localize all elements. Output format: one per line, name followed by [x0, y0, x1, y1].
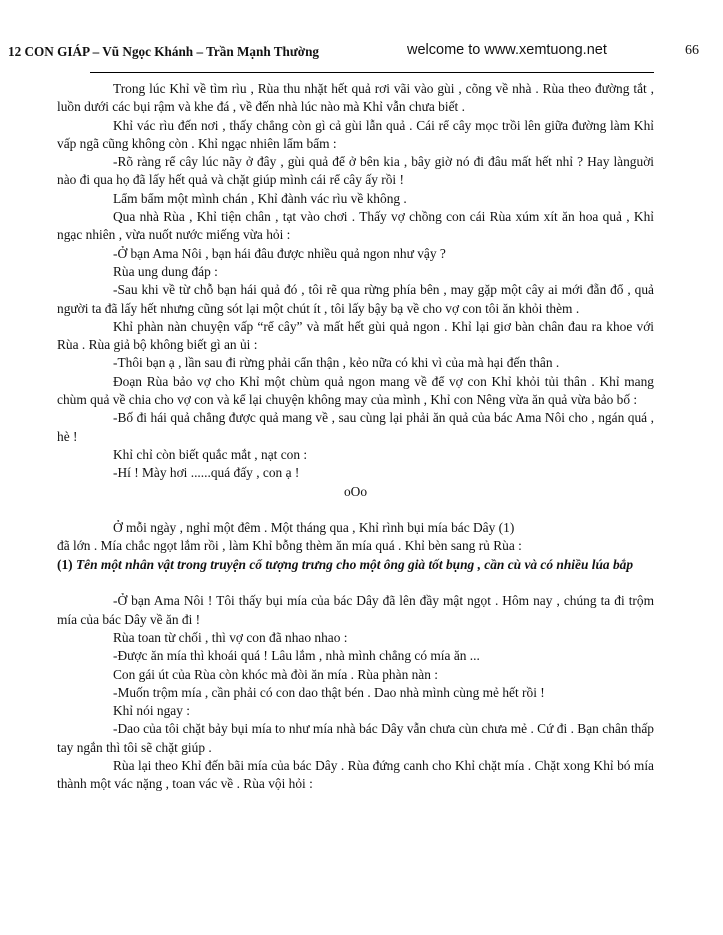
paragraph: -Dao của tôi chặt bảy bụi mía to như mía nhà bác Dây vẫn chưa cùn chưa mẻ . Cứ đi . Bạn chân thấp tay ngắn thì tôi sẽ chặt giúp . [57, 721, 654, 755]
paragraph: Rùa toan từ chối , thì vợ con đã nhao nhao : [113, 629, 348, 645]
paragraph-continuation: đã lớn . Mía chắc ngọt lắm rồi , làm Khỉ bỗng thèm ăn mía quá . Khỉ bèn sang rủ Rùa : [57, 538, 522, 554]
paragraph: -Ở bạn Ama Nôi ! Tôi thấy bụi mía của bác Dây đã lên đầy mật ngọt . Hôm nay , chúng ta đi trộm mía của bác Dây về ăn đi ! [57, 593, 654, 627]
paragraph: -Bố đi hái quả chẳng được quả mang về , sau cùng lại phải ăn quả của bác Ama Nôi cho , ngán quá , hè ! [57, 410, 654, 444]
paragraph: Ở mỗi ngày , nghỉ một đêm . Một tháng qua , Khỉ rình bụi mía bác Dây (1) [113, 520, 515, 536]
paragraph: Rùa ung dung đáp : [113, 263, 218, 279]
paragraph: Lẩm bẩm một mình chán , Khỉ đành vác rìu về không . [113, 190, 407, 206]
paragraph: -Được ăn mía thì khoái quá ! Lâu lắm , nhà mình chẳng có mía ăn ... [113, 648, 480, 664]
paragraph: Trong lúc Khỉ về tìm rìu , Rùa thu nhặt hết quả rơi vãi vào gùi , cõng về nhà . Rùa theo đường tắt , luồn dưới các bụi rậm và khe đá , về đến nhà lúc nào mà Khỉ vẫn chưa biết . [57, 81, 654, 115]
paragraph: Qua nhà Rùa , Khỉ tiện chân , tạt vào chơi . Thấy vợ chồng con cái Rùa xúm xít ăn hoa quả , Khỉ ngạc nhiên , vừa nuốt nước miếng vừa hỏi : [57, 209, 654, 243]
running-header-url: welcome to www.xemtuong.net [407, 42, 607, 58]
paragraph: Khỉ phàn nàn chuyện vấp “rể cây” và mất hết gùi quả ngon . Khỉ lại giơ bàn chân đau ra khoe với Rùa . Rùa giả bộ không biết gì an ủi : [57, 318, 654, 353]
blank-line [57, 574, 654, 592]
paragraph: Khỉ chỉ còn biết quắc mắt , nạt con : [113, 446, 308, 462]
paragraph: -Rõ ràng rể cây lúc nãy ở đây , gùi quả để ở bên kia , bây giờ nó đi đâu mất hết nhỉ ? Hay lànguời nào đi qua họ đã lấy hết quả và chặt giúp mình cái rể cây ấy rồi ! [57, 154, 654, 188]
page-number: 66 [685, 43, 699, 58]
paragraph: Khỉ vác rìu đến nơi , thấy chẳng còn gì cả gùi lẫn quả . Cái rể cây mọc trồi lên giữa đường làm Khỉ vấp ngã cũng không còn . Khỉ ngạc nhiên lẩm bẩm : [57, 117, 654, 151]
running-header-title: 12 CON GIÁP – Vũ Ngọc Khánh – Trần Mạnh Thường [8, 44, 320, 59]
paragraph: -Sau khi về từ chỗ bạn hái quả đó , tôi rẽ qua rừng phía bên , may gặp một cây ai mới đẵn đổ , quả người ta đã lấy hết nhưng cũng sót lại một chút ít , tôi lấy bậy bạ về cho vợ con tôi ăn khỏi thèm . [57, 282, 654, 316]
footnote [57, 556, 654, 574]
paragraph: -Ở bạn Ama Nôi , bạn hái đâu được nhiều quả ngon như vậy ? [113, 245, 446, 261]
paragraph: -Thôi bạn ạ , lần sau đi rừng phải cẩn thận , kẻo nữa có khi vì của mà hại đến thân . [113, 355, 560, 371]
footnote-text: Tên một nhân vật trong truyện cổ tượng trưng cho một ông già tốt bụng , cần cù và có nhiều lúa bắp [75, 556, 634, 572]
paragraph: -Muốn trộm mía , cần phải có con dao thật bén . Dao nhà mình cùng mẻ hết rồi ! [113, 684, 545, 700]
paragraph: -Hí ! Mày hơi ......quá đấy , con ạ ! [113, 465, 300, 481]
body-text [57, 80, 654, 794]
paragraph: Con gái út của Rùa còn khóc mà đòi ăn mía . Rùa phàn nàn : [113, 666, 439, 682]
footnote-marker: (1) [57, 556, 73, 572]
blank-line [57, 501, 654, 519]
section-separator: oOo [343, 483, 368, 499]
paragraph: Rùa lại theo Khỉ đến bãi mía của bác Dây . Rùa đứng canh cho Khỉ chặt mía . Chặt xong Khỉ bó mía thành một vác nặng , toan vác về . Rùa vội hỏi : [57, 757, 654, 792]
paragraph: Đoạn Rùa bảo vợ cho Khỉ một chùm quả ngon mang về để vợ con Khỉ khỏi tủi thân . Khỉ mang chùm quả về chia cho vợ con và kể lại chuyện không may của mình , Khỉ con Nêng vừa ăn quả vừa bảo bố : [57, 373, 654, 408]
paragraph: Khỉ nói ngay : [113, 703, 190, 719]
header-rule [90, 72, 654, 73]
